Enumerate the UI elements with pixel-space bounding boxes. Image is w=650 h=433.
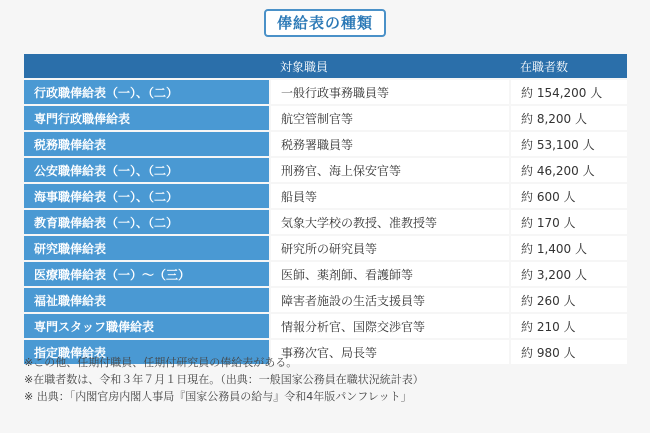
staff-count: 約 53,100 人 — [510, 131, 627, 157]
target-staff: 刑務官、海上保安官等 — [270, 157, 510, 183]
salary-scale-name: 海事職俸給表（一）、（二） — [24, 183, 270, 209]
table-row — [24, 183, 627, 209]
table-row — [24, 131, 627, 157]
title-container — [0, 9, 650, 37]
staff-count: 約 8,200 人 — [510, 105, 627, 131]
footnote-other-tables: ※この他、任期付職員、任期付研究員の俸給表がある。 — [24, 356, 298, 369]
staff-count: 約 210 人 — [510, 313, 627, 339]
target-staff: 一般行政事務職員等 — [270, 79, 510, 105]
table-row — [24, 313, 627, 339]
staff-count: 約 980 人 — [510, 339, 627, 364]
footnotes — [24, 354, 634, 405]
salary-scale-name: 税務職俸給表 — [24, 131, 270, 157]
header-staff-count: 在職者数 — [510, 54, 627, 79]
table-row — [24, 261, 627, 287]
staff-count: 約 600 人 — [510, 183, 627, 209]
table-row — [24, 287, 627, 313]
table-row — [24, 105, 627, 131]
salary-scale-name: 教育職俸給表（一）、（二） — [24, 209, 270, 235]
page-title: 俸給表の種類 — [264, 9, 386, 37]
table-header-row — [24, 54, 627, 79]
header-target-staff: 対象職員 — [270, 54, 510, 79]
salary-scale-name: 研究職俸給表 — [24, 235, 270, 261]
table-row — [24, 209, 627, 235]
staff-count: 約 1,400 人 — [510, 235, 627, 261]
staff-count: 約 260 人 — [510, 287, 627, 313]
salary-table — [24, 54, 627, 364]
salary-scale-name: 行政職俸給表（一）、（二） — [24, 79, 270, 105]
target-staff: 情報分析官、国際交渉官等 — [270, 313, 510, 339]
staff-count: 約 3,200 人 — [510, 261, 627, 287]
target-staff: 税務署職員等 — [270, 131, 510, 157]
salary-scale-name: 専門スタッフ職俸給表 — [24, 313, 270, 339]
staff-count: 約 154,200 人 — [510, 79, 627, 105]
header-category — [24, 54, 270, 79]
target-staff: 船員等 — [270, 183, 510, 209]
salary-scale-name: 指定職俸給表 — [24, 339, 270, 364]
footnote-source: ※ 出典：「内閣官房内閣人事局『国家公務員の給与』令和4年版パンフレット」 — [24, 390, 412, 403]
salary-scale-name: 専門行政職俸給表 — [24, 105, 270, 131]
salary-scale-name: 医療職俸給表（一）～（三） — [24, 261, 270, 287]
target-staff: 障害者施設の生活支援員等 — [270, 287, 510, 313]
target-staff: 医師、薬剤師、看護師等 — [270, 261, 510, 287]
table-row — [24, 157, 627, 183]
table-row — [24, 79, 627, 105]
target-staff: 気象大学校の教授、准教授等 — [270, 209, 510, 235]
salary-scale-name: 福祉職俸給表 — [24, 287, 270, 313]
target-staff: 研究所の研究員等 — [270, 235, 510, 261]
footnote-as-of-date: ※在職者数は、令和３年７月１日現在。（出典：一般国家公務員在職状況統計表） — [24, 373, 424, 386]
salary-scale-name: 公安職俸給表（一）、（二） — [24, 157, 270, 183]
target-staff: 事務次官、局長等 — [270, 339, 510, 364]
table-row — [24, 235, 627, 261]
target-staff: 航空管制官等 — [270, 105, 510, 131]
staff-count: 約 46,200 人 — [510, 157, 627, 183]
staff-count: 約 170 人 — [510, 209, 627, 235]
